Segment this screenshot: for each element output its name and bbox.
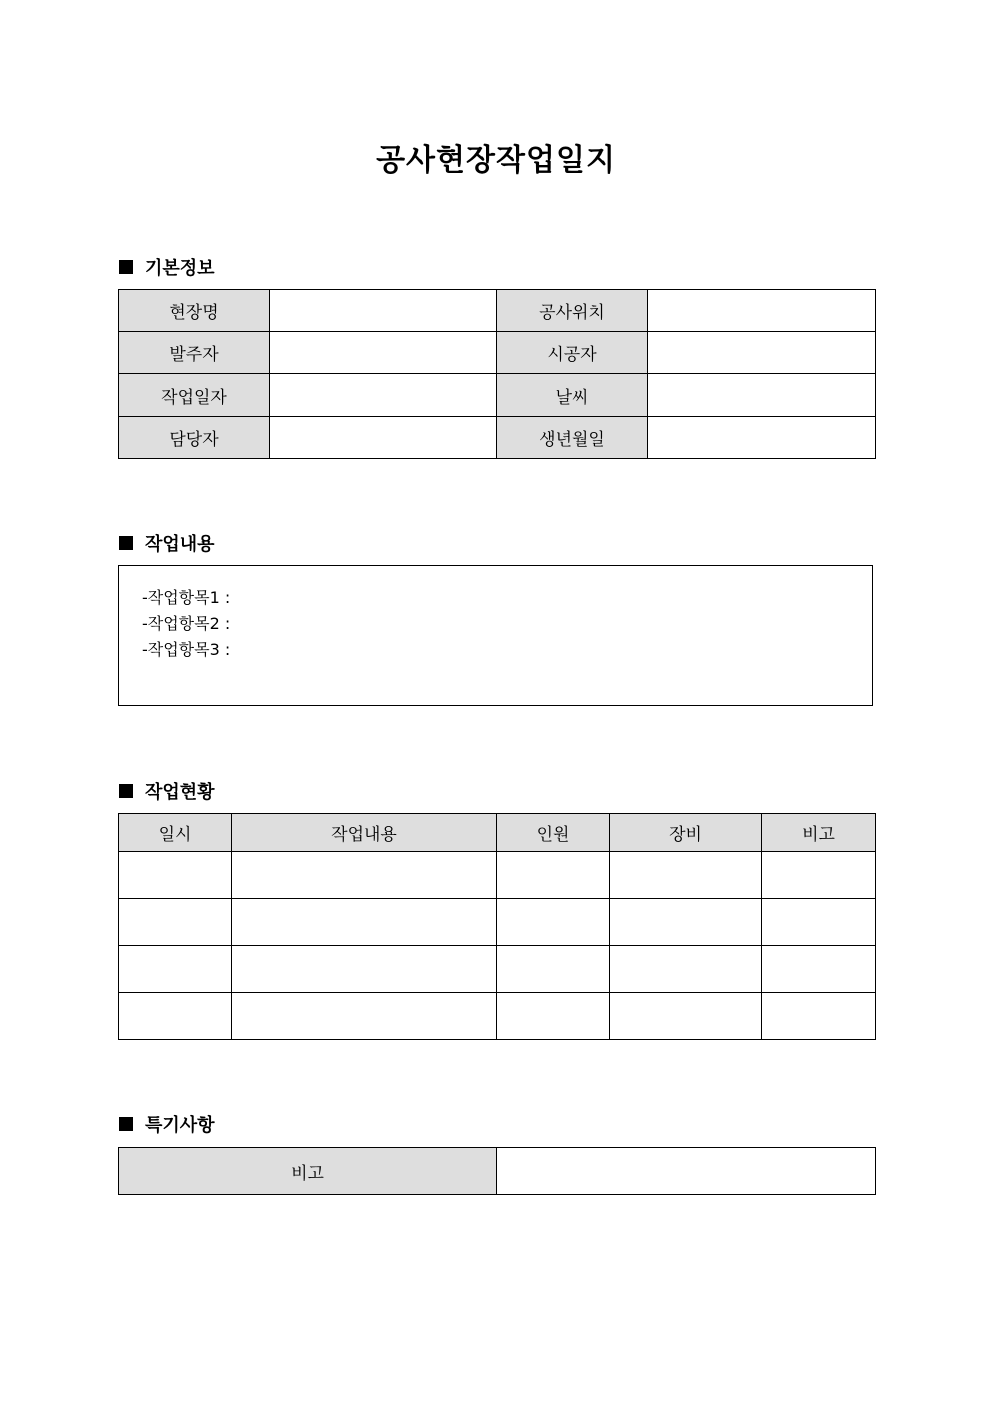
field-value-weather[interactable] [648, 374, 876, 417]
field-label: 비고 [119, 1148, 497, 1195]
table-cell[interactable] [119, 852, 232, 899]
section-label: 특기사항 [145, 1115, 215, 1136]
section-label: 작업내용 [145, 534, 215, 555]
table-cell[interactable] [119, 946, 232, 993]
table-cell[interactable] [119, 993, 232, 1040]
column-header: 비고 [762, 814, 876, 852]
field-value-site-name[interactable] [270, 290, 497, 332]
work-item: -작업항목1 : [142, 588, 231, 607]
table-cell[interactable] [762, 899, 876, 946]
section-basic-info [119, 254, 215, 280]
basic-info-table [118, 289, 876, 459]
table-cell[interactable] [762, 946, 876, 993]
section-work-status [119, 778, 215, 804]
column-header: 인원 [497, 814, 610, 852]
field-value-work-date[interactable] [270, 374, 497, 417]
table-row [119, 332, 876, 374]
field-value-location[interactable] [648, 290, 876, 332]
section-work-content [119, 530, 215, 556]
work-item: -작업항목3 : [142, 640, 231, 659]
field-value-client[interactable] [270, 332, 497, 374]
column-header: 작업내용 [232, 814, 497, 852]
page-title: 공사현장작업일지 [376, 143, 616, 178]
table-row [119, 993, 876, 1040]
section-special-notes [119, 1111, 215, 1137]
special-notes-table [118, 1147, 876, 1195]
field-label: 시공자 [497, 332, 648, 374]
field-label: 작업일자 [119, 374, 270, 417]
table-cell[interactable] [497, 993, 610, 1040]
table-row [119, 417, 876, 459]
table-cell[interactable] [610, 946, 762, 993]
square-bullet-icon [119, 1117, 133, 1131]
field-value-contractor[interactable] [648, 332, 876, 374]
table-cell[interactable] [232, 899, 497, 946]
column-header: 일시 [119, 814, 232, 852]
section-label: 작업현황 [145, 782, 215, 803]
work-status-table [118, 813, 876, 1040]
table-cell[interactable] [497, 899, 610, 946]
field-label: 발주자 [119, 332, 270, 374]
table-row [119, 899, 876, 946]
table-cell[interactable] [232, 946, 497, 993]
table-row [119, 1148, 876, 1195]
table-row [119, 374, 876, 417]
field-label: 생년월일 [497, 417, 648, 459]
field-label: 담당자 [119, 417, 270, 459]
square-bullet-icon [119, 536, 133, 550]
table-row [119, 290, 876, 332]
table-cell[interactable] [762, 993, 876, 1040]
field-value-remarks[interactable] [497, 1148, 876, 1195]
section-label: 기본정보 [145, 258, 215, 279]
square-bullet-icon [119, 784, 133, 798]
square-bullet-icon [119, 260, 133, 274]
table-cell[interactable] [610, 899, 762, 946]
field-label: 날씨 [497, 374, 648, 417]
table-row [119, 852, 876, 899]
table-cell[interactable] [232, 852, 497, 899]
table-cell[interactable] [497, 852, 610, 899]
table-cell[interactable] [497, 946, 610, 993]
table-cell[interactable] [119, 899, 232, 946]
field-label: 공사위치 [497, 290, 648, 332]
field-label: 현장명 [119, 290, 270, 332]
field-value-birthdate[interactable] [648, 417, 876, 459]
table-cell[interactable] [762, 852, 876, 899]
work-item: -작업항목2 : [142, 614, 231, 633]
work-content-box[interactable] [118, 565, 873, 706]
table-cell[interactable] [610, 993, 762, 1040]
field-value-manager[interactable] [270, 417, 497, 459]
column-header: 장비 [610, 814, 762, 852]
table-header-row [119, 814, 876, 852]
table-cell[interactable] [610, 852, 762, 899]
table-row [119, 946, 876, 993]
table-cell[interactable] [232, 993, 497, 1040]
